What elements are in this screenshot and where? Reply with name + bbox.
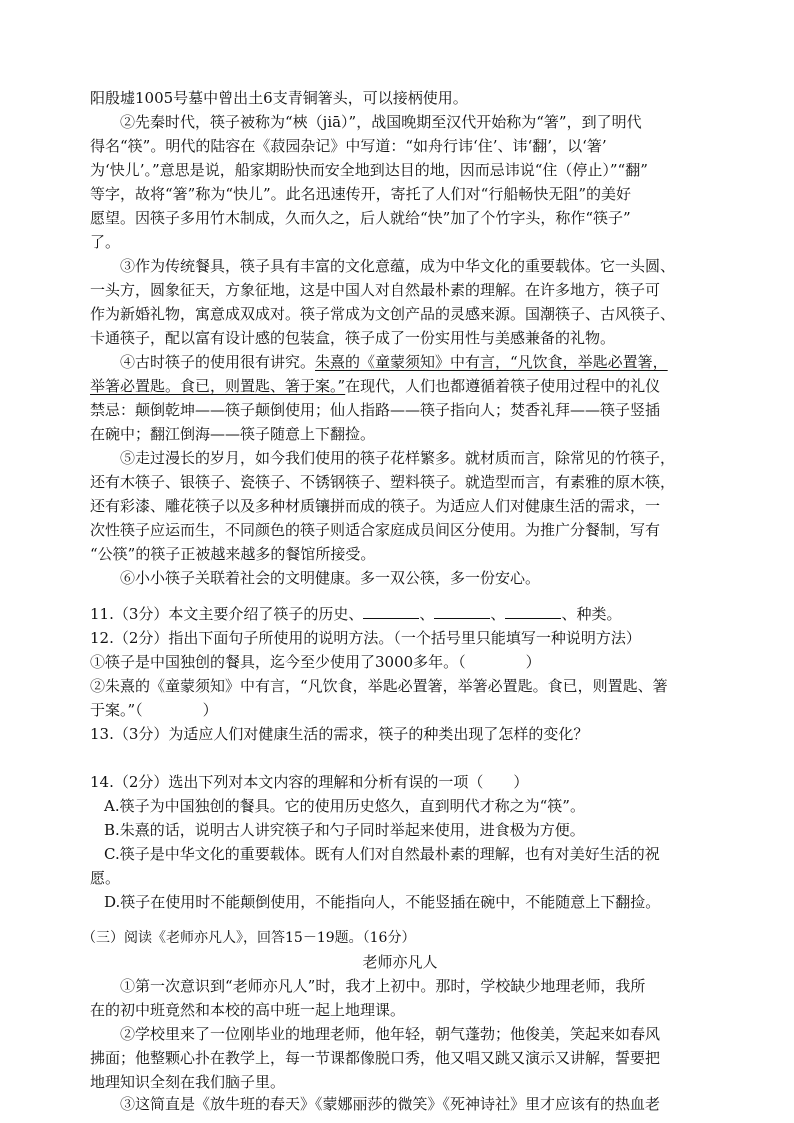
paragraph-line [90, 374, 710, 398]
question-11 [90, 602, 710, 626]
paragraph-line: 一头方，圆象征天，方象征地，这是中国人对自然最朴素的理解。在许多地方，筷子可 [90, 281, 661, 299]
text-span: ④古时筷子的使用很有讲究。 [120, 353, 316, 371]
paragraph-line: ①第一次意识到“老师亦凡人”时，我才上初中。那时，学校缺少地理老师，我所 [120, 977, 646, 995]
paragraph-line: 在碗中；翻江倒海——筷子随意上下翻捡。 [90, 425, 376, 443]
question-12: 12.（2分）指出下面句子所使用的说明方法。（一个括号里只能填写一种说明方法） [90, 629, 641, 647]
paragraph-line: ②先秦时代，筷子被称为“梜（jiā）”，战国晚期至汉代开始称为“箸”，到了明代 [120, 113, 642, 131]
paragraph-line [120, 350, 710, 374]
question-12-item-1: ①筷子是中国独创的餐具，迄今至少使用了3000多年。（ ） [90, 653, 541, 671]
answer-blank[interactable] [434, 602, 490, 619]
section-header: （三）阅读《老师亦凡人》，回答15－19题。（16分） [82, 930, 416, 946]
paragraph-line: ②学校里来了一位刚毕业的地理老师，他年轻，朝气蓬勃；他俊美，笑起来如春风 [120, 1025, 661, 1043]
answer-blank[interactable] [505, 602, 561, 619]
paragraph-line: 还有木筷子、银筷子、瓷筷子、不锈钢筷子、塑料筷子。就造型而言，有素雅的原木筷， [90, 473, 676, 491]
paragraph-line: 阳殷墟1005号墓中曾出土6支青铜箸头，可以接柄使用。 [90, 89, 468, 107]
paragraph-line: ⑤走过漫长的岁月，如今我们使用的筷子花样繁多。就材质而言，除常见的竹筷子， [120, 449, 676, 467]
option-b[interactable]: B.朱熹的话，说明古人讲究筷子和勺子同时举起来使用，进食极为方便。 [104, 821, 585, 839]
question-14: 14.（2分）选出下列对本文内容的理解和分析有误的一项（ ） [90, 773, 529, 791]
paragraph-line: 禁忌：颠倒乾坤——筷子颠倒使用；仙人指路——筷子指向人；焚香礼拜——筷子竖插 [90, 401, 661, 419]
paragraph-line: 次性筷子应运而生，不同颜色的筷子则适合家庭成员间区分使用。为推广分餐制，写有 [90, 521, 661, 539]
paragraph-line: 在的初中班竟然和本校的高中班一起上地理课。 [90, 1001, 406, 1019]
paragraph-line: 得名“筷”。明代的陆容在《菽园杂记》中写道：“如舟行讳‘住’、讳‘翻’，以‘箸’ [90, 137, 607, 155]
paragraph-line: 等字，故将“箸”称为“快儿”。此名迅速传开，寄托了人们对“行船畅快无阻”的美好 [90, 185, 632, 203]
option-c: 愿。 [90, 869, 121, 887]
paragraph-line: 愿望。因筷子多用竹木制成，久而久之，后人就给“快”加了个竹字头，称作“筷子” [90, 209, 631, 227]
paragraph-line: ③这简直是《放牛班的春天》《蒙娜丽莎的微笑》《死神诗社》里才应该有的热血老 [120, 1095, 661, 1113]
paragraph-line: ③作为传统餐具，筷子具有丰富的文化意蕴，成为中华文化的重要载体。它一头圆、 [120, 257, 676, 275]
paragraph-line: 还有彩漆、雕花筷子以及多种材质镶拼而成的筷子。为适应人们对健康生活的需求，一 [90, 497, 661, 515]
underlined-quote: 朱熹的《童蒙须知》中有言，“凡饮食，举匙必置箸， [315, 353, 668, 371]
answer-blank[interactable] [363, 602, 419, 619]
question-12-item-2: ②朱熹的《童蒙须知》中有言，“凡饮食，举匙必置箸，举箸必置匙。食已，则置匙、箸 [90, 677, 668, 695]
article-title: 老师亦凡人 [362, 953, 438, 971]
option-c[interactable]: C.筷子是中华文化的重要载体。既有人们对自然最朴素的理解，也有对美好生活的祝 [104, 845, 660, 863]
paragraph-line: ⑥小小筷子关联着社会的文明健康。多一双公筷，多一份安心。 [120, 569, 541, 587]
paragraph-line: 为‘快儿’。”意思是说，船家期盼快而安全地到达目的地，因而忌讳说“住（停止）”“翻” [90, 161, 648, 179]
paragraph-line: 拂面；他整颗心扑在教学上，每一节课都像脱口秀，他又唱又跳又演示又讲解，誓要把 [90, 1049, 661, 1067]
question-12-item-2: 于案。”（ ） [90, 701, 218, 719]
question-13: 13.（3分）为适应人们对健康生活的需求，筷子的种类出现了怎样的变化？ [90, 725, 589, 743]
question-text: 11.（3分）本文主要介绍了筷子的历史、 [90, 605, 364, 623]
paragraph-line: 作为新婚礼物，寓意成双成对。筷子常成为文创产品的灵感来源。国潮筷子、古风筷子、 [90, 305, 676, 323]
paragraph-line: “公筷”的筷子正被越来越多的餐馆所接受。 [90, 545, 376, 563]
option-a[interactable]: A.筷子为中国独创的餐具。它的使用历史悠久，直到明代才称之为“筷”。 [104, 797, 585, 815]
separator: 、 [419, 605, 435, 623]
paragraph-line: 地理知识全刻在我们脑子里。 [90, 1073, 286, 1091]
question-text: 、种类。 [561, 605, 622, 623]
option-d[interactable]: D.筷子在使用时不能颠倒使用，不能指向人，不能竖插在碗中，不能随意上下翻捡。 [104, 893, 661, 911]
paragraph-line: 卡通筷子，配以富有设计感的包装盒，筷子成了一份实用性与美感兼备的礼物。 [90, 329, 616, 347]
text-span: 在现代，人们也都遵循着筷子使用过程中的礼仪 [345, 377, 661, 395]
paragraph-line: 了。 [90, 233, 121, 251]
underlined-quote: 举箸必置匙。食已，则置匙、箸于案。” [90, 377, 346, 395]
separator: 、 [490, 605, 506, 623]
